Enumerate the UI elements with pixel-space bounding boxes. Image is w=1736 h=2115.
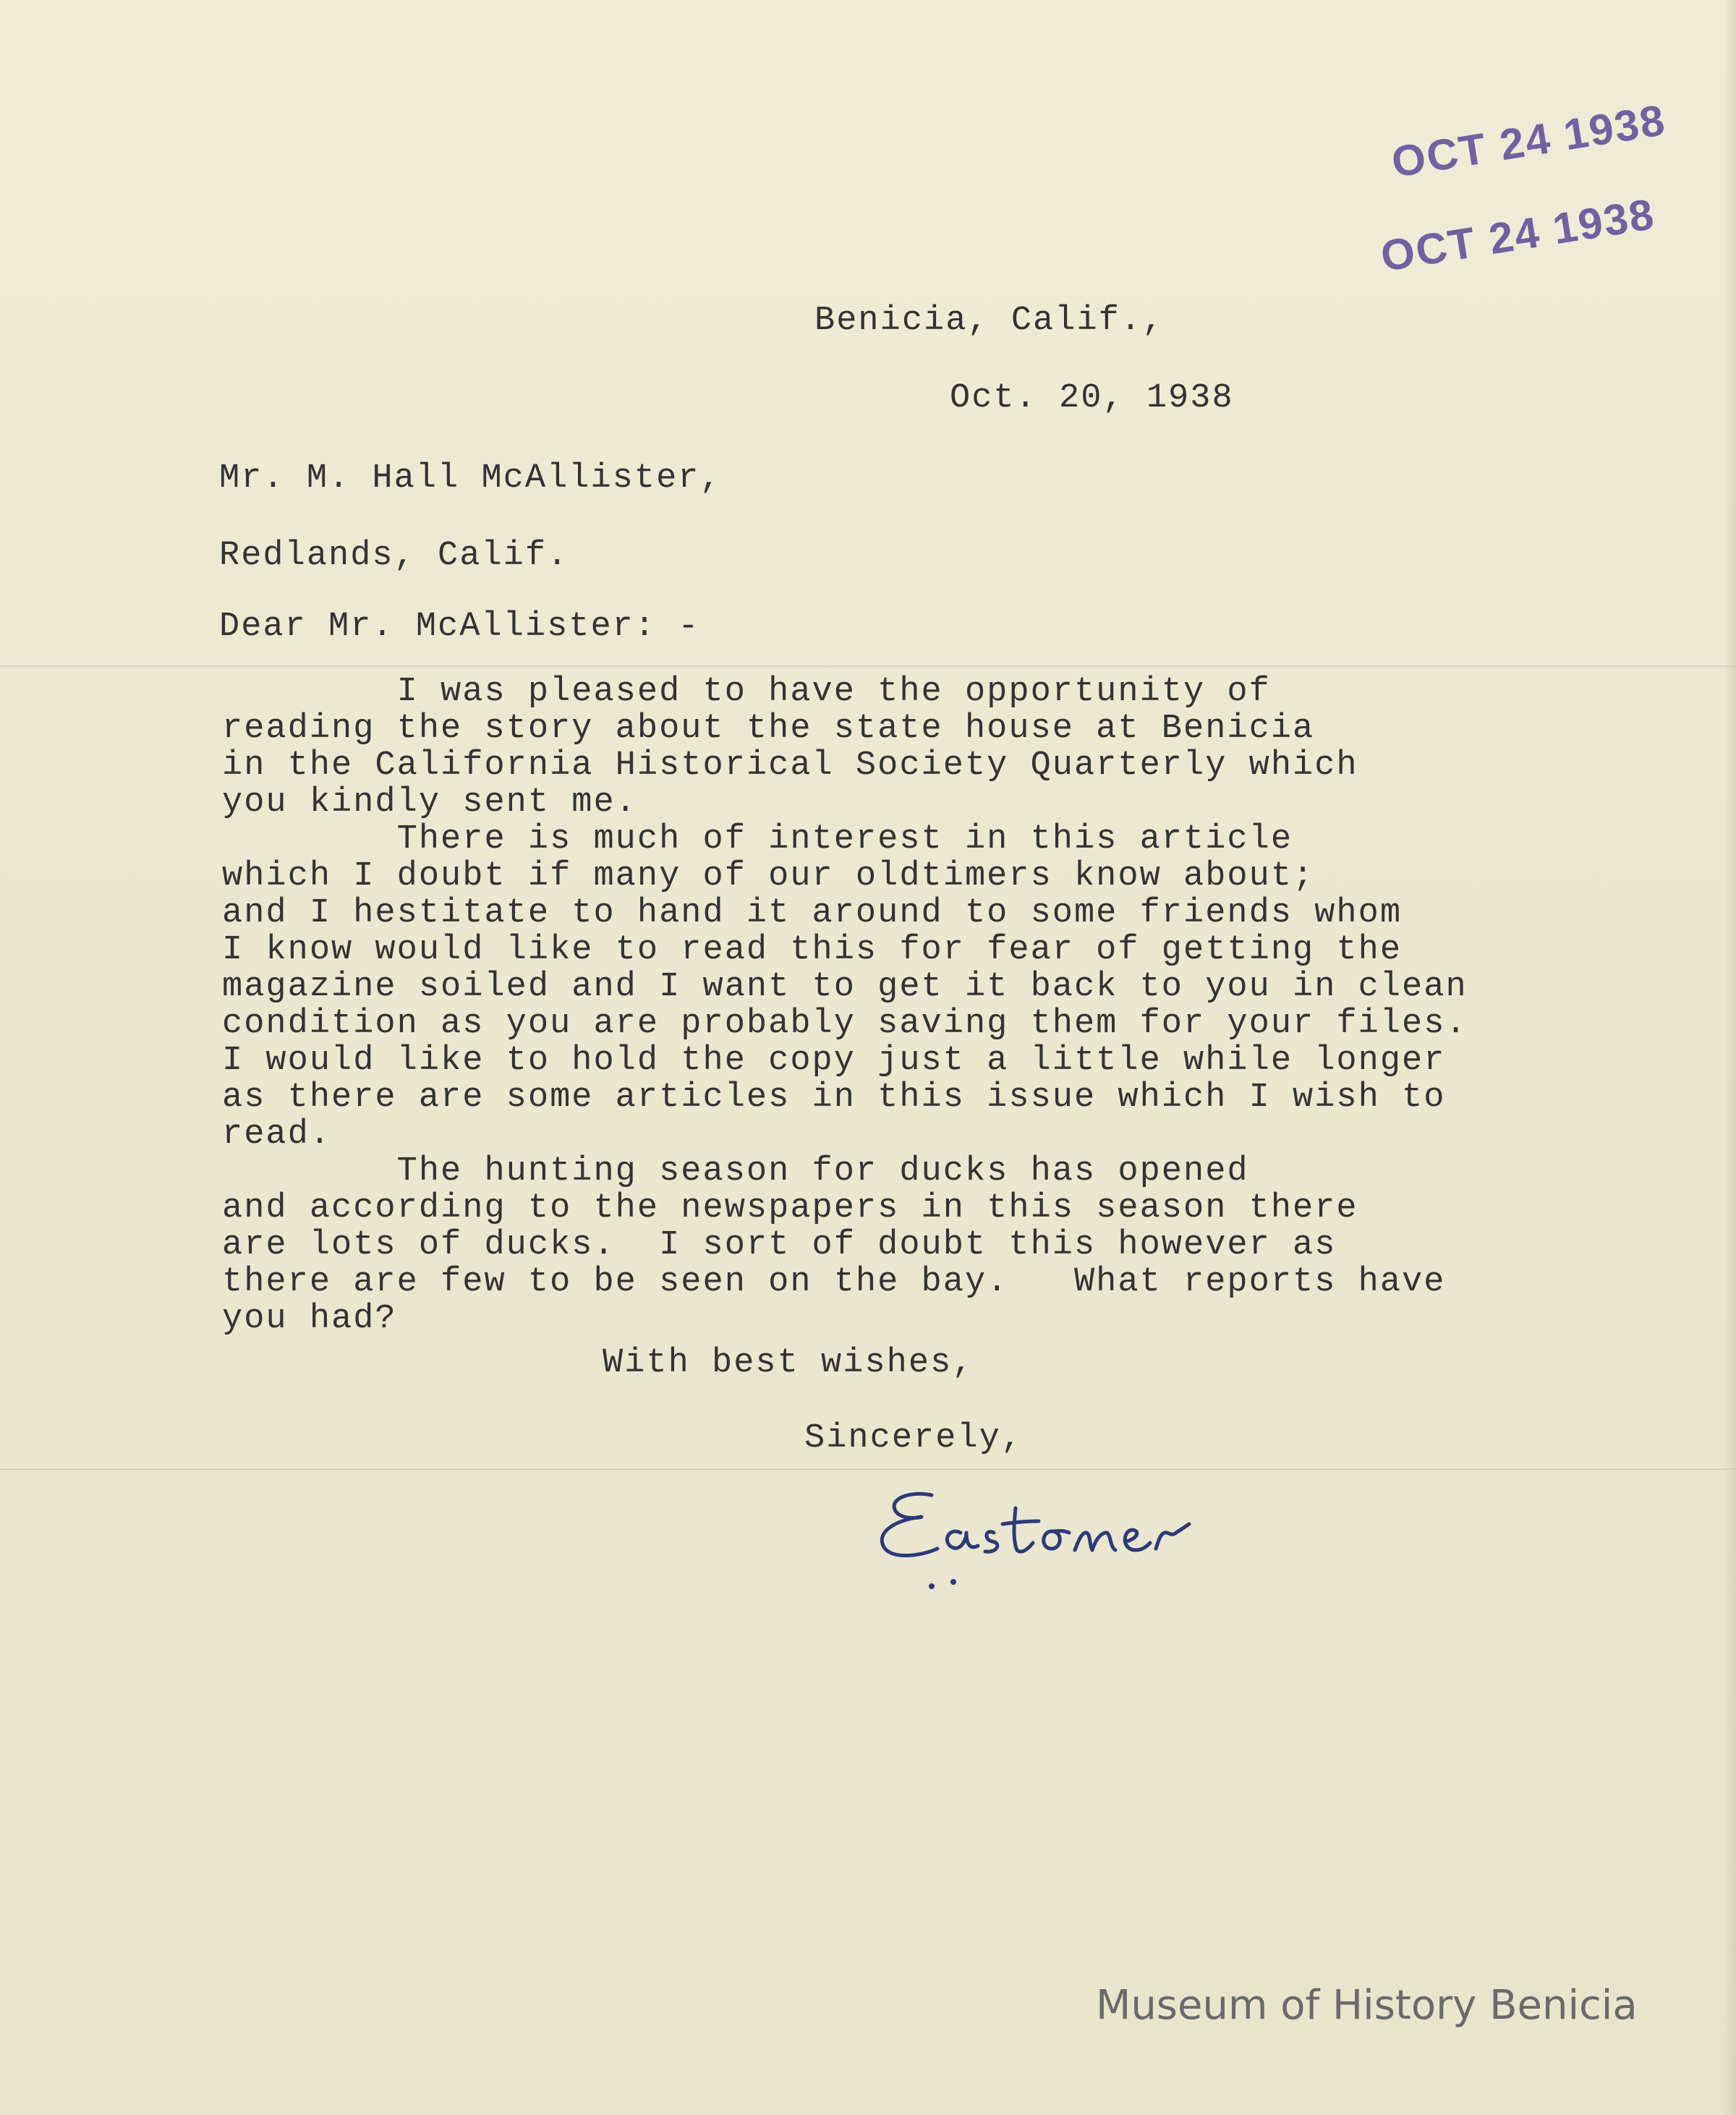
paper-fold-lower [0,1467,1736,1470]
body-line: read. [222,1115,332,1154]
body-line: The hunting season for ducks has opened [222,1152,1249,1191]
letter-body [222,673,1468,1337]
paper-edge-shadow [1723,0,1736,2115]
recipient-name: Mr. M. Hall McAllister, [219,459,722,498]
recipient-city: Redlands, Calif. [219,537,569,575]
body-line: in the California Historical Society Quarterly which [222,746,1358,785]
body-line: you had? [222,1300,397,1338]
body-line: as there are some articles in this issue which I wish to [222,1078,1446,1117]
body-line: you kindly sent me. [222,783,637,822]
letter-date: Oct. 20, 1938 [950,379,1234,417]
closing: With best wishes, [603,1344,974,1382]
body-line: magazine soiled and I want to get it back to you in clean [222,968,1468,1006]
paper-fold-upper [0,664,1736,667]
body-line: I know would like to read this for fear of getting the [222,931,1403,969]
body-line: I would like to hold the copy just a little while longer [222,1042,1446,1080]
handwritten-signature [868,1479,1302,1602]
valediction: Sincerely, [804,1419,1024,1457]
body-line: are lots of ducks. I sort of doubt this however as [222,1226,1337,1264]
received-date-stamp: OCT 24 1938 [1377,190,1659,281]
salutation: Dear Mr. McAllister: - [219,608,700,646]
museum-watermark: Museum of History Benicia [1096,1982,1638,2029]
body-line: there are few to be seen on the bay. What reports have [222,1263,1446,1301]
sender-place: Benicia, Calif., [814,302,1165,340]
body-line: There is much of interest in this article [222,820,1293,859]
body-line: and according to the newspapers in this season there [222,1189,1358,1227]
received-date-stamp: OCT 24 1938 [1388,95,1669,187]
body-line: reading the story about the state house at Benicia [222,710,1315,748]
body-line: I was pleased to have the opportunity of [222,673,1271,711]
body-line: and I hestitate to hand it around to some friends whom [222,894,1403,932]
body-line: which I doubt if many of our oldtimers know about; [222,857,1315,895]
body-line: condition as you are probably saving them for your files. [222,1005,1468,1043]
